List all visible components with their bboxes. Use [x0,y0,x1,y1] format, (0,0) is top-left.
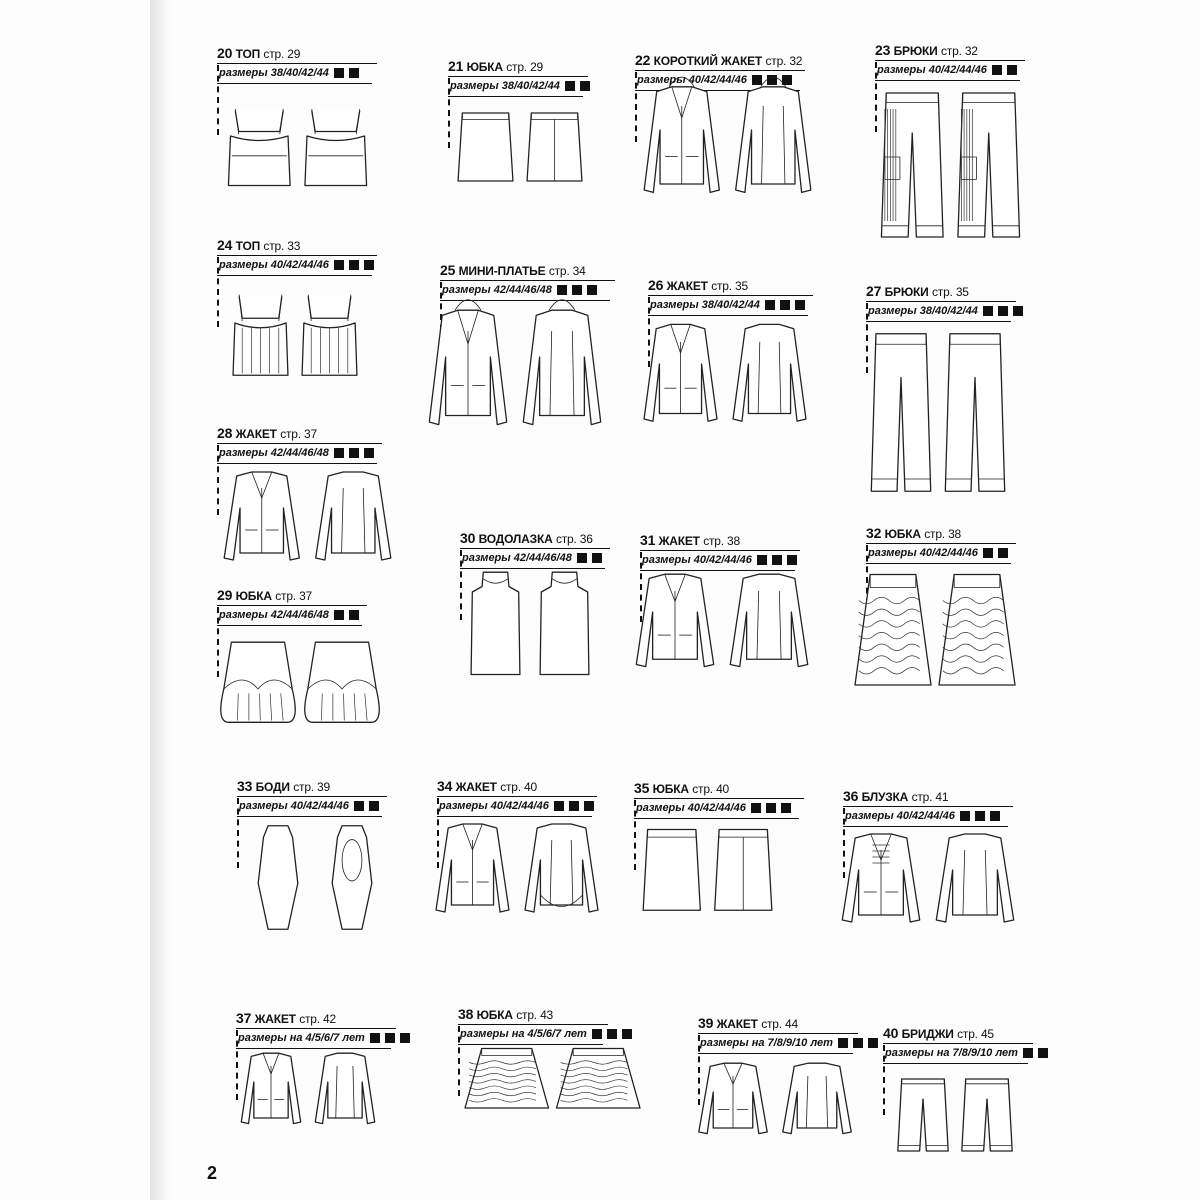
size-text: размеры на 4/5/6/7 лет [238,1032,365,1044]
dashed-guide [217,257,219,327]
pattern-name: МИНИ-ПЛАТЬЕ [458,264,546,278]
pattern-page-ref: стр. 33 [263,239,301,253]
pattern-item [866,525,978,559]
pattern-number: 22 [635,52,651,68]
size-range [642,554,797,566]
size-text: размеры на 4/5/6/7 лет [460,1028,587,1040]
difficulty-square-icon [554,801,564,811]
sizes-rule [883,1063,1028,1064]
difficulty-square-icon [1007,65,1017,75]
title-rule [236,1028,396,1029]
size-text: размеры 40/42/44/46 [877,64,987,76]
title-rule [698,1033,858,1034]
difficulty-square-icon [1023,1048,1033,1058]
short-jacket-drawing [640,320,810,430]
pattern-title [437,778,537,794]
sizes-rule [236,1048,391,1049]
pattern-page-ref: стр. 44 [761,1017,798,1031]
pattern-title [448,58,543,74]
size-range [460,1028,632,1040]
pattern-name: ЖАКЕТ [235,427,277,441]
pattern-page-ref: стр. 35 [711,279,748,293]
pattern-name: ТОП [235,239,260,253]
difficulty-square-icon [622,1029,632,1039]
title-rule [217,255,377,256]
difficulty-square-icon [781,803,791,813]
pattern-number: 26 [648,277,664,293]
pattern-page-ref: стр. 32 [941,44,978,58]
difficulty-square-icon [592,1029,602,1039]
pattern-title [883,1025,994,1041]
pattern-item [458,1006,587,1040]
sizes-rule [843,826,1008,827]
pattern-item [866,283,978,317]
size-range [885,1047,1048,1059]
size-range [877,64,1017,76]
pattern-page-ref: стр. 36 [555,532,593,546]
difficulty-square-icon [354,801,364,811]
pattern-page-ref: стр. 32 [765,54,803,68]
pattern-number: 27 [866,283,882,299]
cropped-hoodie-drawing [640,82,815,202]
pattern-name: ЮБКА [476,1008,513,1022]
pattern-name: ВОДОЛАЗКА [478,532,553,546]
sizes-rule [437,816,592,817]
size-text: размеры 40/42/44/46 [868,547,978,559]
title-rule [875,60,1025,61]
kids-jacket-drawing [695,1060,855,1140]
pattern-number: 24 [217,237,233,253]
sizes-rule [634,818,799,819]
pencil-skirt-drawing [455,105,585,185]
difficulty-square-icon [557,285,567,295]
difficulty-square-icon [364,260,374,270]
size-range [450,80,590,92]
sizes-rule [866,321,1011,322]
size-text: размеры на 7/8/9/10 лет [885,1047,1018,1059]
breeches-drawing [895,1075,1015,1155]
pattern-item [217,237,329,271]
dashed-guide [635,72,637,142]
pattern-name: БРИДЖИ [901,1027,954,1041]
pattern-title [843,788,948,804]
difficulty-square-icon [765,300,775,310]
tiered-skirt-drawing [465,1045,640,1115]
title-rule [460,548,610,549]
pattern-page-ref: стр. 29 [506,60,544,74]
title-rule [237,796,387,797]
pattern-page-ref: стр. 41 [911,790,949,804]
pattern-title [866,525,961,541]
difficulty-square-icon [1013,306,1023,316]
sizes-rule [648,315,808,316]
pattern-name: КОРОТКИЙ ЖАКЕТ [653,54,763,68]
difficulty-square-icon [780,300,790,310]
sizes-rule [217,463,377,464]
hoodie-dress-drawing [425,305,605,435]
size-text: размеры 40/42/44/46 [642,554,752,566]
title-rule [440,280,615,281]
difficulty-square-icon [334,260,344,270]
pattern-title [237,778,330,794]
difficulty-square-icon [607,1029,617,1039]
pattern-number: 34 [437,778,453,794]
pattern-name: БРЮКИ [893,44,938,58]
pattern-name: ЖАКЕТ [658,534,700,548]
dashed-guide [460,550,462,620]
pattern-number: 20 [217,45,233,61]
page-number: 2 [207,1163,218,1183]
pattern-title [440,262,586,278]
pattern-name: БОДИ [255,780,290,794]
pattern-item [448,58,560,92]
pattern-page-ref: стр. 29 [263,47,301,61]
title-rule [437,796,597,797]
title-rule [866,543,1016,544]
difficulty-square-icon [766,803,776,813]
scan-shadow [150,0,170,1200]
title-rule [458,1024,608,1025]
pattern-name: ЖАКЕТ [716,1017,758,1031]
turtleneck-drawing [465,570,595,680]
dashed-guide [217,65,219,135]
pattern-number: 32 [866,525,882,541]
size-text: размеры 42/44/46/48 [219,447,329,459]
size-text: размеры 42/44/46/48 [462,552,572,564]
sizes-rule [875,80,1020,81]
title-rule [448,76,588,77]
pattern-title [217,237,300,253]
size-text: размеры 40/42/44/46 [439,800,549,812]
pattern-number: 31 [640,532,656,548]
pattern-page-ref: стр. 45 [957,1027,994,1041]
pattern-item [648,277,760,311]
pattern-number: 39 [698,1015,714,1031]
title-rule [883,1043,1033,1044]
pattern-title [875,42,978,58]
difficulty-square-icon [772,555,782,565]
sizes-rule [866,563,1011,564]
title-rule [634,798,804,799]
pattern-title [236,1010,336,1026]
difficulty-square-icon [787,555,797,565]
difficulty-square-icon [998,548,1008,558]
pattern-title [460,530,593,546]
size-text: размеры 42/44/46/48 [442,284,552,296]
pattern-name: ТОП [235,47,260,61]
pattern-item [634,780,746,814]
difficulty-square-icon [983,548,993,558]
size-text: размеры 38/40/42/44 [650,299,760,311]
size-text: размеры на 7/8/9/10 лет [700,1037,833,1049]
dashed-guide [883,1045,885,1115]
difficulty-square-icon [853,1038,863,1048]
pattern-name: ЖАКЕТ [254,1012,296,1026]
blouse-drawing [838,830,1018,930]
size-range [442,284,597,296]
pattern-page-ref: стр. 43 [516,1008,554,1022]
pattern-item [217,425,329,459]
size-range [238,1032,410,1044]
pattern-number: 30 [460,530,476,546]
striped-top-drawing [230,285,360,380]
difficulty-square-icon [998,306,1008,316]
pattern-page-ref: стр. 38 [703,534,740,548]
sizes-rule [217,275,372,276]
size-text: размеры 38/40/42/44 [219,67,329,79]
title-rule [866,301,1016,302]
difficulty-square-icon [992,65,1002,75]
size-text: размеры 38/40/42/44 [868,305,978,317]
pattern-page-ref: стр. 37 [280,427,317,441]
size-text: размеры 40/42/44/46 [219,259,329,271]
size-range [219,447,374,459]
pattern-title [217,45,300,61]
pattern-number: 37 [236,1010,252,1026]
pattern-title [634,780,729,796]
difficulty-square-icon [572,285,582,295]
difficulty-square-icon [868,1038,878,1048]
pattern-name: БЛУЗКА [861,790,909,804]
size-text: размеры 40/42/44/46 [636,802,746,814]
size-range [219,259,374,271]
difficulty-square-icon [349,448,359,458]
difficulty-square-icon [369,801,379,811]
pattern-page-ref: стр. 37 [275,589,313,603]
pattern-item [843,788,955,822]
top-thin-strap-drawing [225,100,370,190]
pattern-page-ref: стр. 40 [500,780,537,794]
pattern-name: БРЮКИ [884,285,929,299]
pencil-skirt-drawing [640,820,775,915]
pattern-number: 36 [843,788,859,804]
difficulty-square-icon [990,811,1000,821]
title-rule [635,70,805,71]
pattern-title [635,52,802,68]
title-rule [217,443,382,444]
difficulty-square-icon [757,555,767,565]
pattern-item [883,1025,1018,1059]
dashed-guide [875,62,877,132]
difficulty-square-icon [983,306,993,316]
difficulty-square-icon [580,81,590,91]
difficulty-square-icon [349,610,359,620]
size-text: размеры 40/42/44/46 [637,74,747,86]
pattern-number: 35 [634,780,650,796]
difficulty-square-icon [587,285,597,295]
pattern-item [875,42,987,76]
pattern-number: 33 [237,778,253,794]
pattern-item [640,532,752,566]
pattern-page-ref: стр. 38 [924,527,962,541]
pattern-page-ref: стр. 39 [293,780,331,794]
size-range [239,800,379,812]
size-range [845,810,1000,822]
sizes-rule [217,83,372,84]
sizes-rule [237,816,382,817]
pattern-page-ref: стр. 42 [299,1012,336,1026]
bodysuit-drawing [245,820,385,935]
pattern-title [217,425,317,441]
difficulty-square-icon [795,300,805,310]
pattern-number: 28 [217,425,233,441]
difficulty-square-icon [364,448,374,458]
title-rule [640,550,800,551]
dashed-guide [448,78,450,148]
sizes-rule [217,625,362,626]
pattern-number: 29 [217,587,233,603]
difficulty-square-icon [349,260,359,270]
lace-skirt-drawing [855,568,1015,698]
title-rule [843,806,1013,807]
pattern-title [217,587,312,603]
pattern-title [648,277,748,293]
pattern-name: ЮБКА [466,60,503,74]
pattern-item [698,1015,833,1049]
pattern-page-ref: стр. 34 [548,264,586,278]
pattern-name: ЮБКА [235,589,272,603]
pattern-number: 23 [875,42,891,58]
sizes-rule [698,1053,853,1054]
pattern-name: ЖАКЕТ [455,780,497,794]
difficulty-square-icon [584,801,594,811]
kids-jacket-drawing [238,1050,378,1130]
dashed-guide [217,607,219,677]
size-range [868,547,1008,559]
size-text: размеры 42/44/46/48 [219,609,329,621]
pattern-title [866,283,969,299]
size-range [636,802,791,814]
blazer-drawing [632,570,812,675]
pattern-name: ЖАКЕТ [666,279,708,293]
difficulty-square-icon [960,811,970,821]
title-rule [217,605,367,606]
pattern-page-ref: стр. 40 [692,782,730,796]
difficulty-square-icon [370,1033,380,1043]
size-range [868,305,1023,317]
title-rule [217,63,377,64]
size-range [219,67,359,79]
pattern-item [237,778,349,812]
difficulty-square-icon [751,803,761,813]
difficulty-square-icon [1038,1048,1048,1058]
blazer-drawing [220,468,395,568]
pattern-item [217,587,329,621]
difficulty-square-icon [334,68,344,78]
pattern-item [236,1010,365,1044]
pattern-title [458,1006,553,1022]
pattern-item [460,530,593,564]
difficulty-square-icon [838,1038,848,1048]
difficulty-square-icon [349,68,359,78]
sizes-rule [448,96,583,97]
dashed-guide [458,1026,460,1096]
pattern-item [635,52,803,86]
cargo-pants-drawing [878,85,1023,245]
title-rule [648,295,813,296]
pattern-number: 25 [440,262,456,278]
size-range [219,609,359,621]
difficulty-square-icon [400,1033,410,1043]
flounce-skirt-drawing [220,635,380,725]
size-range [650,299,805,311]
peplum-jacket-drawing [432,820,602,920]
difficulty-square-icon [334,448,344,458]
difficulty-square-icon [975,811,985,821]
pattern-number: 21 [448,58,464,74]
pants-drawing [868,325,1008,500]
pattern-item [440,262,586,296]
pattern-number: 38 [458,1006,474,1022]
difficulty-square-icon [592,553,602,563]
difficulty-square-icon [577,553,587,563]
difficulty-square-icon [385,1033,395,1043]
pattern-title [640,532,740,548]
pattern-item [217,45,329,79]
sizes-rule [460,568,605,569]
size-range [462,552,602,564]
size-range [439,800,594,812]
pattern-name: ЮБКА [652,782,689,796]
size-range [700,1037,878,1049]
size-text: размеры 38/40/42/44 [450,80,560,92]
dashed-guide [237,798,239,868]
dashed-guide [217,445,219,515]
pattern-page-ref: стр. 35 [932,285,969,299]
pattern-item [437,778,549,812]
pattern-title [698,1015,798,1031]
dashed-guide [634,800,636,870]
size-text: размеры 40/42/44/46 [239,800,349,812]
size-text: размеры 40/42/44/46 [845,810,955,822]
difficulty-square-icon [565,81,575,91]
pattern-number: 40 [883,1025,899,1041]
difficulty-square-icon [334,610,344,620]
pattern-name: ЮБКА [884,527,921,541]
difficulty-square-icon [569,801,579,811]
